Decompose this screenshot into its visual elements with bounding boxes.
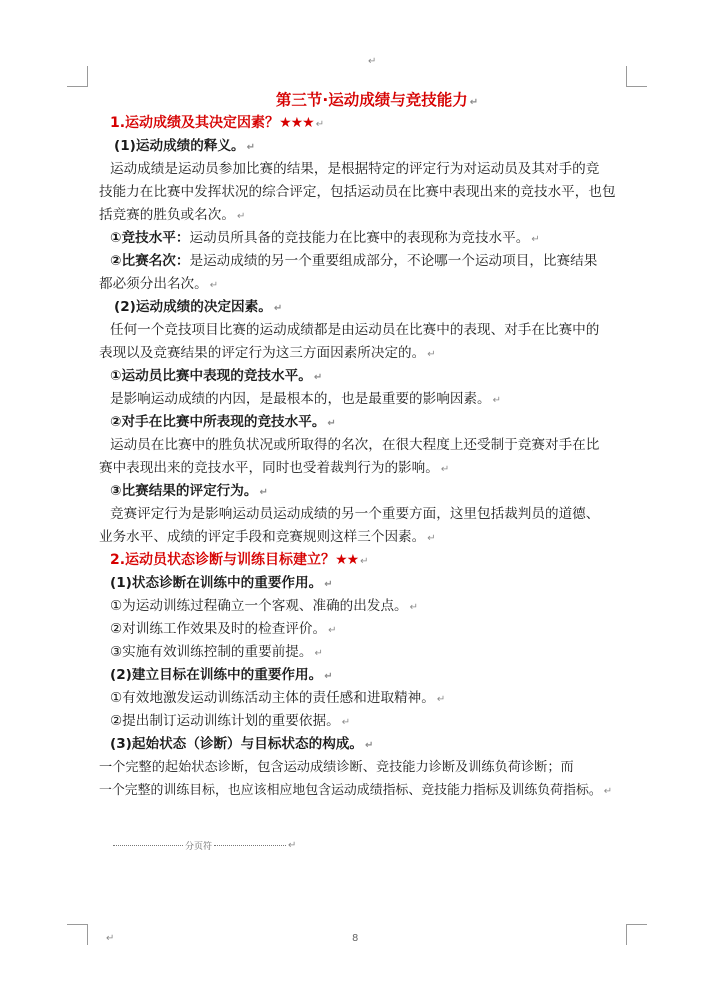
subheading-text: (3)起始状态（诊断）与目标状态的构成。: [110, 736, 363, 752]
item-text: 是运动成绩的另一个重要组成部分，不论哪一个运动项目，比赛结果: [189, 253, 598, 269]
body-text: 都必须分出名次。: [99, 276, 208, 292]
question-1-text: 1.运动成绩及其决定因素？: [110, 115, 280, 131]
paragraph-mark: ↵: [364, 740, 374, 751]
item-text: ②提出制订运动训练计划的重要依据。: [110, 713, 340, 729]
paragraph-mark: ↵: [603, 786, 613, 797]
question-2-heading: [110, 549, 630, 572]
subheading-1-2: [110, 296, 630, 319]
paragraph-mark: ↵: [259, 487, 268, 498]
body-text: 运动成绩是运动员参加比赛的结果，是根据特定的评定行为对运动员及其对手的竞: [110, 161, 600, 177]
body-line: [110, 503, 630, 526]
page-corner-top-left: [67, 66, 88, 87]
body-text: 表现以及竞赛结果的评定行为这三方面因素所决定的。: [99, 345, 426, 361]
document-body[interactable]: [99, 88, 630, 802]
importance-stars: ★★: [335, 552, 359, 568]
body-text: 括竞赛的胜负或名次。: [99, 207, 235, 223]
body-text: 技能力在比赛中发挥状况的综合评定，包括运动员在比赛中表现出来的竞技水平，也包: [99, 184, 616, 200]
paragraph-mark: ↵: [427, 533, 436, 544]
body-text: 业务水平、成绩的评定手段和竞赛规则这样三个因素。: [99, 529, 426, 545]
body-text: 是影响运动成绩的内因，是最根本的，也是最重要的影响因素。: [110, 391, 491, 407]
factor-heading-text: ③比赛结果的评定行为。: [110, 483, 258, 499]
body-line: [110, 319, 630, 342]
body-line: [99, 181, 630, 204]
paragraph-mark: ↵: [328, 625, 337, 636]
subheading-2-3: [110, 733, 630, 756]
body-line: [99, 756, 630, 779]
paragraph-mark: ↵: [324, 579, 333, 590]
page-corner-bottom-right: [626, 924, 647, 945]
item-label: ①竞技水平：: [110, 230, 190, 246]
header-paragraph-mark: ↵: [368, 56, 377, 67]
body-line: [99, 457, 630, 480]
paragraph-mark: ↵: [327, 418, 336, 429]
body-line: [99, 342, 630, 365]
section-title-text: 第三节·运动成绩与竞技能力: [275, 91, 468, 109]
list-item: [110, 618, 630, 641]
paragraph-mark: ↵: [360, 556, 369, 567]
list-item: [110, 710, 630, 733]
subheading-2-2: [110, 664, 630, 687]
paragraph-mark: ↵: [440, 464, 450, 475]
body-line: [110, 158, 630, 181]
question-1-heading: [110, 112, 630, 135]
body-text: 任何一个竞技项目比赛的运动成绩都是由运动员在比赛中的表现、对手在比赛中的: [110, 322, 600, 338]
page-break-dots-right: [214, 845, 286, 846]
body-line: [99, 204, 630, 227]
subheading-text: (1)运动成绩的释义。: [114, 138, 245, 154]
paragraph-mark: ↵: [313, 372, 323, 383]
paragraph-mark: ↵: [324, 671, 333, 682]
list-item: [110, 250, 630, 273]
body-text: 竞赛评定行为是影响运动员运动成绩的另一个重要方面，这里包括裁判员的道德、: [110, 506, 600, 522]
item-text: ②对训练工作效果及时的检查评价。: [110, 621, 327, 637]
item-label: ②比赛名次：: [110, 253, 190, 269]
list-item: [110, 641, 630, 664]
body-text: 一个完整的起始状态诊断，包含运动成绩诊断、竞技能力诊断及训练负荷诊断；而: [99, 760, 574, 775]
paragraph-mark: ↵: [314, 648, 323, 659]
page-number: 8: [352, 933, 359, 944]
list-item: [110, 687, 630, 710]
body-line: [110, 388, 630, 411]
page-corner-top-right: [626, 66, 647, 87]
list-item: [110, 595, 630, 618]
paragraph-mark: ↵: [492, 395, 502, 406]
paragraph-mark: ↵: [209, 280, 219, 291]
body-text: 赛中表现出来的竞技水平，同时也受着裁判行为的影响。: [99, 460, 439, 476]
item-text: ③实施有效训练控制的重要前提。: [110, 644, 313, 660]
body-text: 运动员在比赛中的胜负状况或所取得的名次，在很大程度上还受制于竞赛对手在比: [110, 437, 600, 453]
factor-heading-text: ①运动员比赛中表现的竞技水平。: [110, 368, 312, 384]
subheading-text: (2)建立目标在训练中的重要作用。: [110, 667, 323, 683]
item-text: ①为运动训练过程确立一个客观、准确的出发点。: [110, 598, 408, 614]
page-break-marker: [113, 838, 313, 852]
paragraph-mark: ↵: [273, 303, 283, 314]
paragraph-mark: ↵: [409, 602, 419, 613]
subheading-2-1: [110, 572, 630, 595]
paragraph-mark: ↵: [236, 211, 246, 222]
item-text: ①有效地激发运动训练活动主体的责任感和进取精神。: [110, 690, 435, 706]
page-break-label: 分页符: [185, 841, 213, 852]
page-break-dots-left: [113, 845, 183, 846]
paragraph-mark: ↵: [246, 142, 256, 153]
item-text: 运动员所具备的竞技能力在比赛中的表现称为竞技水平。: [189, 230, 530, 246]
paragraph-mark: ↵: [531, 234, 540, 245]
paragraph-mark: ↵: [341, 717, 351, 728]
question-2-text: 2.运动员状态诊断与训练目标建立？: [110, 552, 336, 568]
factor-2-heading: [110, 411, 630, 434]
paragraph-mark: ↵: [469, 97, 479, 108]
factor-3-heading: [110, 480, 630, 503]
importance-stars: ★★★: [279, 115, 314, 131]
paragraph-mark: ↵: [288, 839, 297, 851]
factor-heading-text: ②对手在比赛中所表现的竞技水平。: [110, 414, 326, 430]
paragraph-mark: ↵: [427, 349, 436, 360]
body-line: [110, 434, 630, 457]
factor-1-heading: [110, 365, 630, 388]
subheading-text: (1)状态诊断在训练中的重要作用。: [110, 575, 323, 591]
paragraph-mark: ↵: [436, 694, 446, 705]
subheading-text: (2)运动成绩的决定因素。: [114, 299, 272, 315]
list-item: [110, 227, 630, 250]
paragraph-mark: ↵: [315, 119, 325, 130]
footer-paragraph-mark: ↵: [106, 933, 115, 944]
body-line: [99, 779, 630, 802]
body-text: 一个完整的训练目标，也应该相应地包含运动成绩指标、竞技能力指标及训练负荷指标。: [99, 783, 602, 798]
body-line: [99, 526, 630, 549]
page-corner-bottom-left: [67, 924, 88, 945]
section-title: [110, 88, 630, 112]
subheading-1-1: [110, 135, 630, 158]
body-line: [99, 273, 630, 296]
